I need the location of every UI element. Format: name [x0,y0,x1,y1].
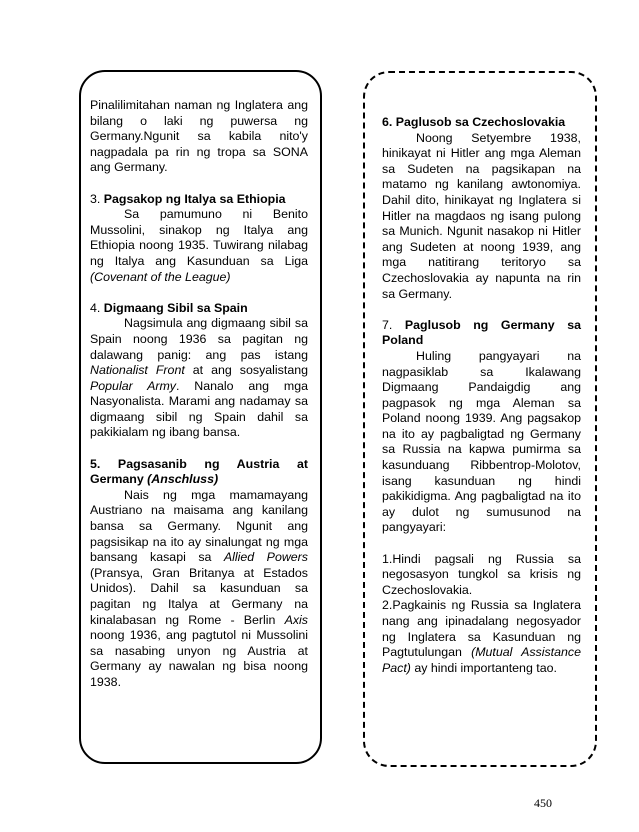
section-4-number: 4. [90,300,104,315]
section-5-text-c: noong 1936, ang pagtutol ni Mussolini sa nasabing unyon ng Austria at Germany ay nawalan ng bisa noong 1938. [90,628,308,689]
section-3-title: Pagsakop ng Italya sa Ethiopia [103,191,286,206]
section-4-text-c: . Nanalo ang mga Nasyonalista. Marami ang nadamay sa digmaang sibil ng Spain dahil sa pakikialam ng ibang bansa. [90,378,308,440]
section-4-italic-2: Popular Army [90,378,176,393]
section-4-heading [90,301,308,317]
section-3-number: 3. [90,191,104,206]
section-5-text-a: Nais ng mga mamamayang Austriano na maisama ang kanilang bansa sa Germany. Ngunit ang pagsisikap na ito ay sinalungat ng mga bansang kasapi sa [90,487,308,565]
section-5-title: 5. Pagsasanib ng Austria at Germany [90,456,308,487]
section-4-italic-1: Nationalist Front [90,363,185,378]
section-3-body-text: Sa pamumuno ni Benito Mussolini, sinakop ng Italya ang Ethiopia noong 1935. Tuwirang nilabag ng Italya ang Kasunduan sa Liga [90,207,308,268]
section-5-italic-2: Axis [284,612,308,627]
section-7-number: 7. [382,317,405,332]
section-7-heading [382,318,581,349]
list-item-2-italic: (Mutual Assistance Pact) [382,645,581,675]
list-item-1: 1.Hindi pagsali ng Russia sa negosasyon tungkol sa krisis ng Czechoslovakia. [382,551,581,597]
intro-paragraph: Pinalilimitahan naman ng Inglatera ang bilang o laki ng puwersa ng Germany.Ngunit sa kabila nito'y nagpadala pa rin ng tropa sa SONA ang Germany. [90,98,308,175]
section-4-title: Digmaang Sibil sa Spain [103,300,248,315]
section-7-title: Paglusob ng Germany sa Poland [382,317,581,348]
section-5-text-b: (Pransya, Gran Britanya at Estados Unidos). Dahil sa kasunduan sa pagitan ng Italya at Germany na kinalabasan ng Rome - Berlin [90,565,308,627]
section-3-heading [90,192,308,208]
section-5-title-italic: (Anschluss) [147,472,219,487]
section-4-text-a: Nagsimula ang digmaang sibil sa Spain noong 1936 sa pagitan ng dalawang panig: ang pas istang [90,316,308,362]
section-5-italic-1: Allied Powers [223,550,308,565]
section-3-body [90,207,308,285]
section-4-body [90,316,308,441]
section-6-body: Noong Setyembre 1938, hinikayat ni Hitler ang mga Aleman sa Sudeten na pagsikapan na matamo ng kanilang awtonomiya. Dahil dito, hinikayat ng Inglatera si Hitler na magdaos ng isang pulong sa Munich. Ngunit nasakop ni Hitler ang Sudeten at noong 1939, ang mga natitirang teritoryo sa Czechoslovakia ay napunta na rin sa Germany. [382,130,581,301]
right-column-text [382,115,581,676]
section-3-body-italic: (Covenant of the League) [90,269,231,284]
left-column-text [90,98,308,691]
list-item-2-text-a: 2.Pagkainis ng Russia sa Inglatera nang ang ipinadalang negosyador ng Inglatera sa Kasunduan ng Pagtutulungan [382,598,581,660]
section-6-heading [382,115,581,131]
section-4-text-b: at ang sosyalistang [184,363,308,378]
section-5-heading [90,457,308,488]
section-7-body: Huling pangyayari na nagpasiklab sa Ikalawang Digmaang Pandaigdig ang pagpasok ng mga Aleman sa Poland noong 1939. Ang pagsakop na ito ay pagbaligtad ng Germany sa Russia na kapwa pumirma sa kasunduang Ribbentrop-Molotov, isang kasunduan ng hindi pakikidigma. Ang pagbaligtad na ito ay dulot ng sumusunod na pangyayari: [382,348,581,535]
list-item-2 [382,598,581,676]
section-6-title: 6. Paglusob sa Czechoslovakia [382,115,566,129]
list-item-2-text-b: ay hindi importanteng tao. [410,660,557,675]
section-5-body [90,488,308,691]
page-number: 450 [534,796,552,810]
